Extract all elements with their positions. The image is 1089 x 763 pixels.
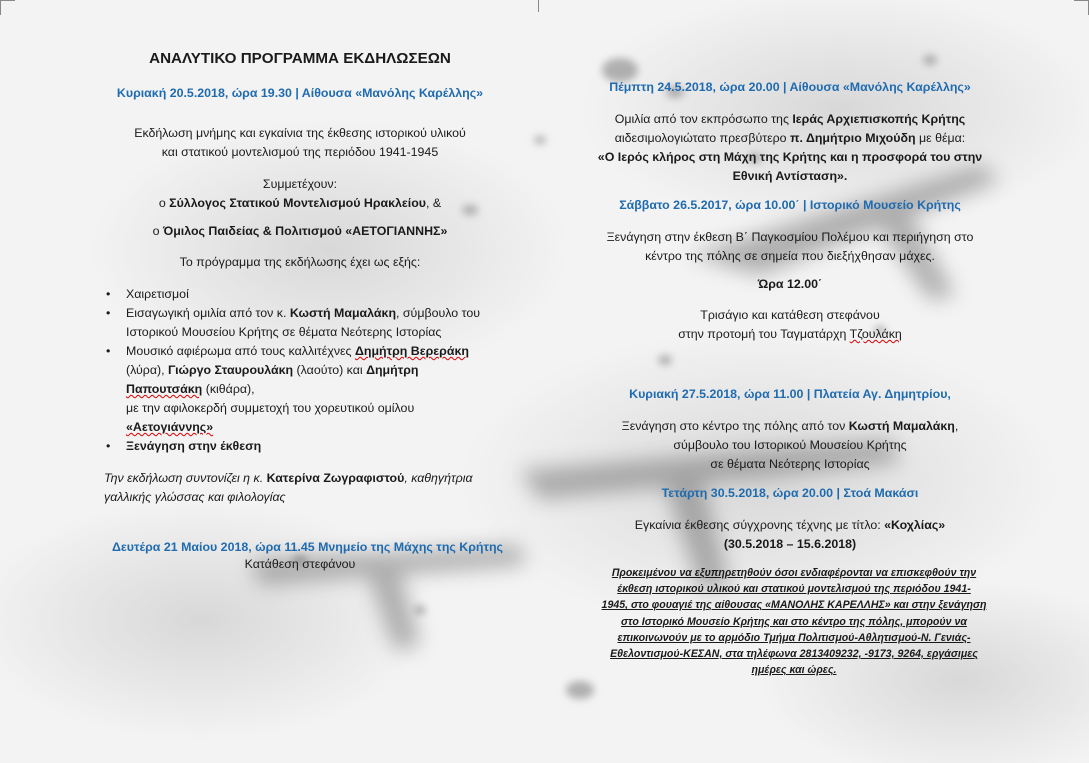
list-item: • Χαιρετισμοί (104, 285, 544, 304)
program-list (104, 285, 544, 456)
event1-heading: Κυριακή 20.5.2018, ώρα 19.30 | Αίθουσα «Μανόλης Καρέλλης» (116, 86, 484, 100)
event1-description (60, 124, 540, 162)
participants-label: Συμμετέχουν: (262, 177, 338, 191)
event5-description: Ξενάγηση στο κέντρο της πόλης από τον Κωστή Μαμαλάκη, σύμβουλο του Ιστορικού Μουσείου Κρήτης σε θέματα Νεότερης Ιστορίας (621, 419, 959, 471)
event2-heading: Δευτέρα 21 Μαίου 2018, ώρα 11.45 Μνημείο της Μάχης της Κρήτης (112, 540, 503, 554)
program-intro: Το πρόγραμμα της εκδήλωσης έχει ως εξής: (179, 255, 421, 269)
event6-description: Εγκαίνια έκθεσης σύγχρονης τέχνης με τίτλο: «Κοχλίας» (30.5.2018 – 15.6.2018) (634, 518, 946, 551)
frame-corner-top-right (1074, 0, 1089, 15)
coordinator-note: Την εκδήλωση συντονίζει η κ. Κατερίνα Ζωγραφιστού, καθηγήτρια γαλλικής γλώσσας και φιλολογίας (104, 471, 473, 504)
event4-description: Ξενάγηση στην έκθεση Β΄ Παγκοσμίου Πολέμου και περιήγηση στο κέντρο της πόλης σε σημεία που διεξήχθησαν μάχες. (606, 230, 974, 263)
participant-1: ο Σύλλογος Στατικού Μοντελισμού Ηρακλείου, & (158, 196, 442, 210)
event4-heading: Σάββατο 26.5.2017, ώρα 10.00΄ | Ιστορικό Μουσείο Κρήτης (619, 198, 961, 212)
contact-note: Προκειμένου να εξυπηρετηθούν όσοι ενδιαφέρονται να επισκεφθούν την έκθεση ιστορικού υλικού και στατικού μοντελισμού της περιόδου 1941- 1945, στο φουαγιέ της αίθουσας «ΜΑΝΟΛΗΣ ΚΑΡΕΛΛΗΣ» και στην ξενάγηση στο Ιστορικό Μουσείο Κρήτης και στο κέντρο της πόλης, μπορούν να επικοινωνούν με το αρμόδιο Τμήμα Πολιτισμού-Αθλητισμού-Ν. Γενιάς- Εθελοντισμού-ΚΕΣΑΝ, στα τηλέφωνα 2813409232, -9173, 9264, εργάσιμες ημέρες και ώρες. (601, 567, 987, 677)
event5-heading: Κυριακή 27.5.2018, ώρα 11.00 | Πλατεία Αγ. Δημητρίου, (629, 387, 951, 401)
participant-2-name: Όμιλος Παιδείας & Πολιτισμού «ΑΕΤΟΓΙΑΝΝΗΣ» (162, 224, 448, 238)
event3-heading: Πέμπτη 24.5.2018, ώρα 20.00 | Αίθουσα «Μανόλης Καρέλλης» (609, 80, 971, 94)
list-item: • Μουσικό αφιέρωμα από τους καλλιτέχνες Δημήτρη Βερεράκη (λύρα), Γιώργο Σταυρουλάκη (λαούτο) και Δημήτρη Παπουτσάκη (κιθάρα), με την αφιλοκερδή συμμετοχή του χορευτικού ομίλου «Αετογιάννης» (104, 342, 544, 437)
page-title: ΑΝΑΛΥΤΙΚΟ ΠΡΟΓΡΑΜΜΑ ΕΚΔΗΛΩΣΕΩΝ (149, 50, 451, 67)
event4-ceremony: Τρισάγιο και κατάθεση στεφάνου στην προτομή του Ταγματάρχη Τζουλάκη (678, 308, 902, 341)
list-item: • Ξενάγηση στην έκθεση (104, 437, 544, 456)
list-item: • Εισαγωγική ομιλία από τον κ. Κωστή Μαμαλάκη, σύμβουλο του Ιστορικού Μουσείου Κρήτης σε θέματα Νεότερης Ιστορίας (104, 304, 544, 342)
participants (60, 175, 540, 213)
event2-description: Κατάθεση στεφάνου (244, 557, 356, 571)
event1-desc-line: Εκδήλωση μνήμης και εγκαίνια της έκθεσης ιστορικού υλικού (134, 126, 466, 140)
fold-mark (538, 0, 539, 12)
participant-2: ο Όμιλος Παιδείας & Πολιτισμού «ΑΕΤΟΓΙΑΝΝΗΣ» (152, 224, 448, 238)
event3-description: Ομιλία από τον εκπρόσωπο της Ιεράς Αρχιεπισκοπής Κρήτης αιδεσιμολογιώτατο πρεσβύτερο π. Δημήτριο Μιχούδη με θέμα: «Ο Ιερός κλήρος στη Μάχη της Κρήτης και η προσφορά του στην Εθνική Αντίσταση». (597, 112, 983, 183)
event4-time: Ώρα 12.00΄ (757, 277, 823, 291)
event1-desc-line: και στατικού μοντελισμού της περιόδου 1941-1945 (161, 145, 439, 159)
event6-heading: Τετάρτη 30.5.2018, ώρα 20.00 | Στοά Μακάσι (661, 486, 919, 500)
frame-corner-top-left (0, 0, 15, 15)
participant-1-name: Σύλλογος Στατικού Μοντελισμού Ηρακλείου (169, 196, 427, 210)
